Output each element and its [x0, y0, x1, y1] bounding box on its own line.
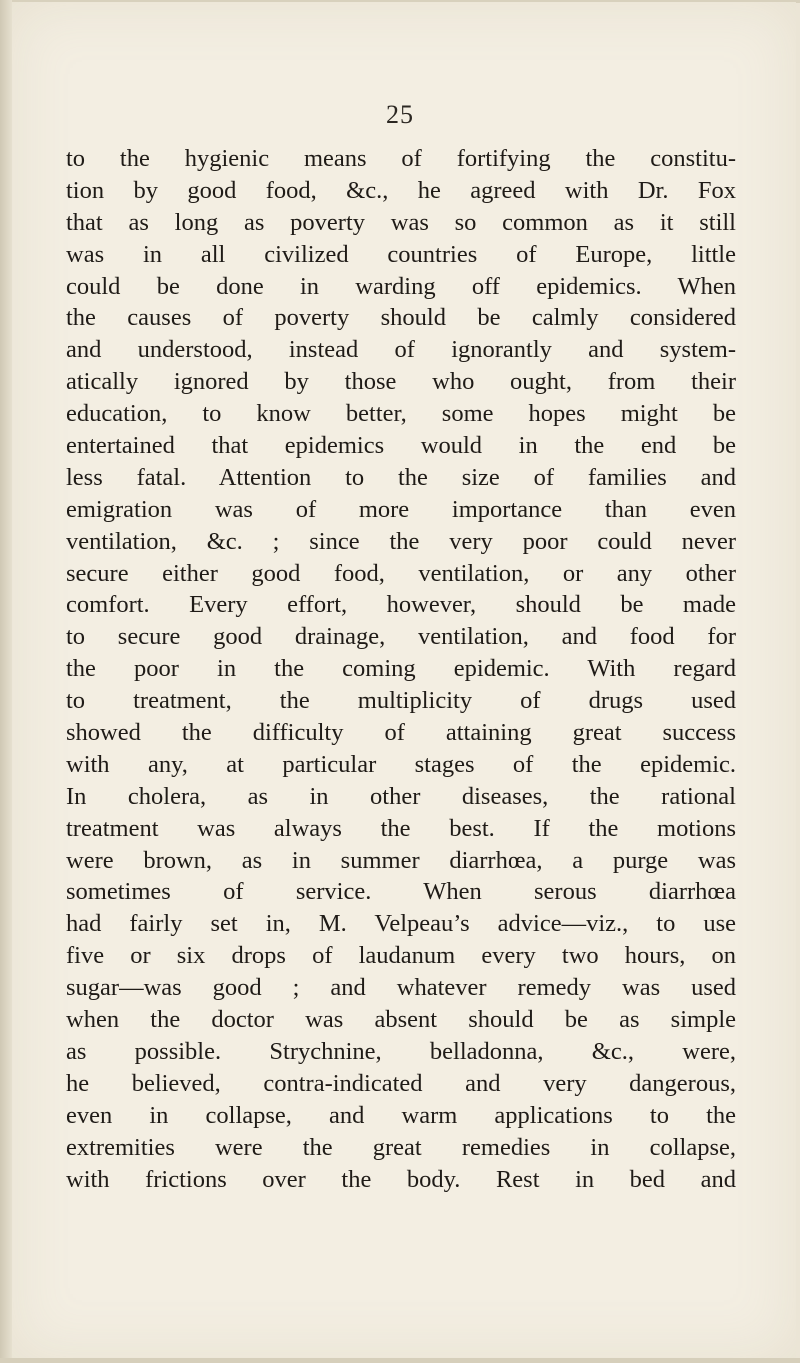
text-line: he believed, contra-indicated and very dangerous, — [66, 1069, 736, 1097]
text-line: to treatment, the multiplicity of drugs used — [66, 687, 736, 715]
text-line: that as long as poverty was so common as it still — [66, 208, 736, 236]
text-line: atically ignored by those who ought, from their — [66, 368, 736, 396]
text-line: even in collapse, and warm applications to the — [66, 1101, 736, 1129]
body-text — [66, 143, 736, 1195]
text-line: In cholera, as in other diseases, the rational — [66, 782, 736, 810]
text-line: comfort. Every effort, however, should be made — [66, 591, 736, 619]
text-line: entertained that epidemics would in the end be — [66, 432, 736, 460]
text-line: less fatal. Attention to the size of families and — [66, 463, 736, 491]
text-line: with frictions over the body. Rest in bed and — [66, 1165, 736, 1193]
text-line: ventilation, &c. ; since the very poor could never — [66, 527, 736, 555]
text-line: treatment was always the best. If the motions — [66, 814, 736, 842]
text-line: the poor in the coming epidemic. With regard — [66, 655, 736, 683]
text-line: with any, at particular stages of the epidemic. — [66, 750, 736, 778]
text-line: education, to know better, some hopes might be — [66, 400, 736, 428]
text-line: tion by good food, &c., he agreed with Dr. Fox — [66, 176, 736, 204]
text-line: were brown, as in summer diarrhœa, a purge was — [66, 846, 736, 874]
text-line: sugar—was good ; and whatever remedy was used — [66, 974, 736, 1002]
text-line: was in all civilized countries of Europe, little — [66, 240, 736, 268]
text-line: extremities were the great remedies in collapse, — [66, 1133, 736, 1161]
text-line: could be done in warding off epidemics. When — [66, 272, 736, 300]
text-line: had fairly set in, M. Velpeau’s advice—viz., to use — [66, 910, 736, 938]
text-line: as possible. Strychnine, belladonna, &c., were, — [66, 1037, 736, 1065]
page-number: 25 — [386, 100, 414, 129]
page-edge-left — [0, 0, 12, 1363]
text-line: emigration was of more importance than even — [66, 495, 736, 523]
text-line: showed the difficulty of attaining great success — [66, 719, 736, 747]
text-line: five or six drops of laudanum every two hours, on — [66, 942, 736, 970]
text-line: sometimes of service. When serous diarrhœa — [66, 878, 736, 906]
text-line: to secure good drainage, ventilation, and food for — [66, 623, 736, 651]
text-line: when the doctor was absent should be as simple — [66, 1006, 736, 1034]
text-line: secure either good food, ventilation, or any other — [66, 559, 736, 587]
text-line: the causes of poverty should be calmly considered — [66, 304, 736, 332]
text-line: to the hygienic means of fortifying the constitu- — [66, 145, 736, 172]
page-edge-bottom — [0, 1358, 800, 1363]
text-line: and understood, instead of ignorantly and system- — [66, 336, 736, 364]
